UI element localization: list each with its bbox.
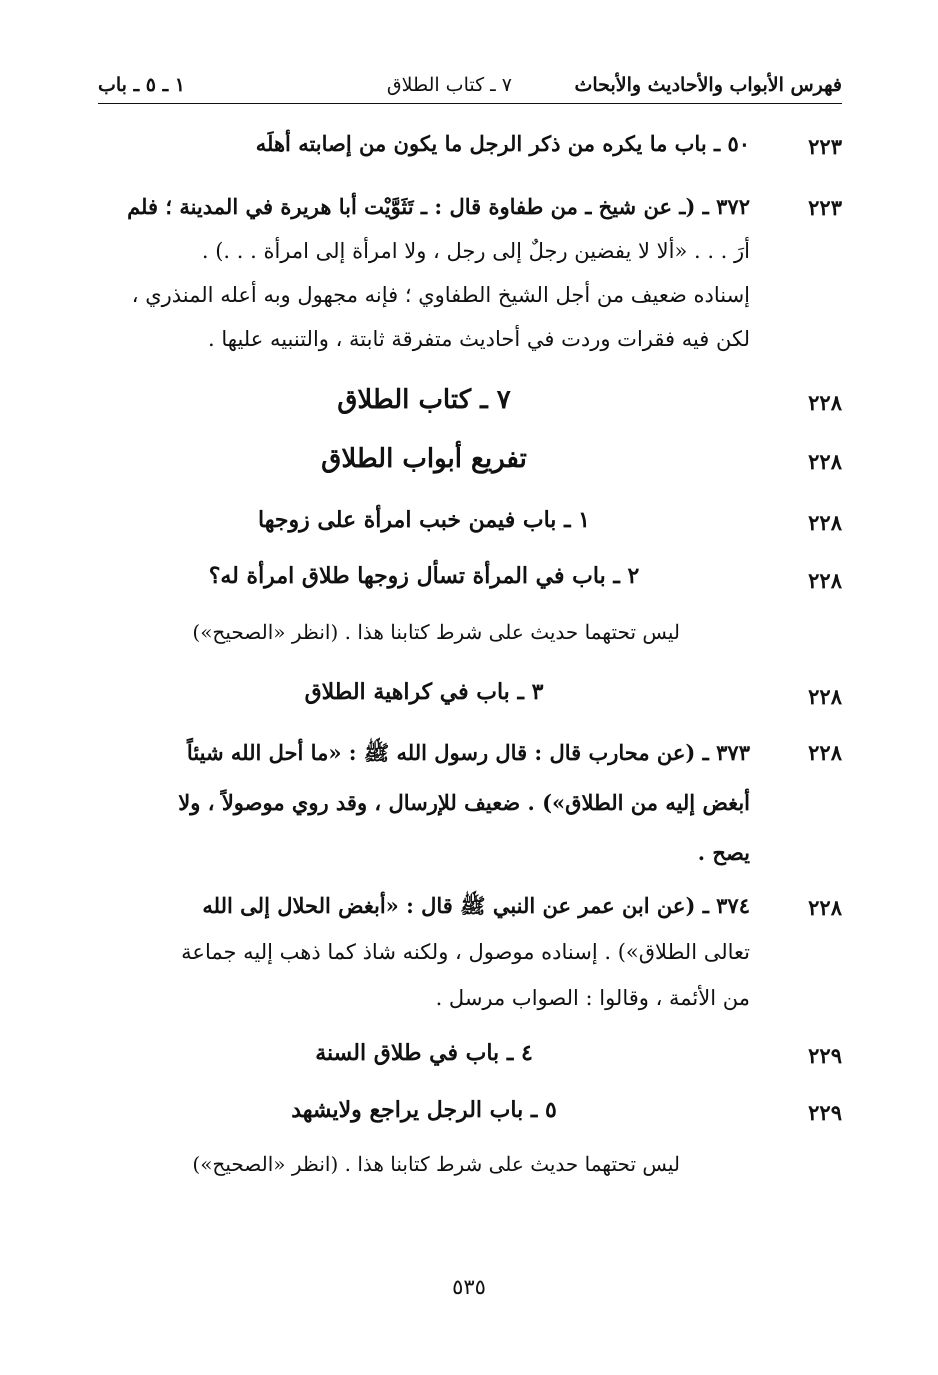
hadith-text [98, 728, 750, 878]
index-entry [98, 672, 842, 716]
chapter-title: ٥ ـ باب الرجل يراجع ولايشهد [291, 1097, 557, 1123]
hadith-line: أبغض إليه من الطلاق») . ضعيف للإرسال ، وقد روي موصولاً ، ولا [178, 790, 750, 815]
page-number: ٥٣٥ [452, 1275, 486, 1299]
section-heading-row [98, 437, 842, 487]
page-ref: ٢٢٨ [808, 510, 842, 535]
chapter-title: ١ ـ باب فيمن خبب امرأة على زوجها [258, 507, 590, 533]
page-ref: ٢٢٨ [808, 684, 842, 709]
hadith-line: من الأئمة ، وقالوا : الصواب مرسل . [435, 986, 750, 1010]
hadith-line: ٣٧٢ ـ (ـ عن شيخ ـ من طفاوة قال : ـ تَثَوَّيْت أبا هريرة في المدينة ؛ فلم [127, 194, 750, 219]
hadith-text [98, 185, 750, 361]
hadith-line: يصح . [697, 840, 750, 865]
running-header [98, 66, 842, 102]
book-heading-row [98, 378, 842, 428]
header-index-title: فهرس الأبواب والأحاديث والأبحاث [574, 74, 842, 96]
hadith-text [98, 883, 750, 1021]
hadith-line: إسناده ضعيف من أجل الشيخ الطفاوي ؛ فإنه مجهول وبه أعله المنذري ، [131, 283, 750, 307]
page-ref: ٢٢٩ [808, 1043, 842, 1068]
page-ref: ٢٢٩ [808, 1100, 842, 1125]
chapter-title: ٣ ـ باب في كراهية الطلاق [304, 679, 544, 705]
chapter-title: ٥٠ ـ باب ما يكره من ذكر الرجل ما يكون من إصابته أهلَه [255, 131, 750, 156]
index-entry [98, 500, 842, 544]
hadith-line: لكن فيه فقرات وردت في أحاديث متفرقة ثابتة ، والتنبيه عليها . [208, 327, 750, 351]
index-entry [98, 1090, 842, 1134]
index-entry [98, 126, 842, 170]
header-book-title: ٧ ـ كتاب الطلاق [386, 74, 512, 96]
editor-note: ليس تحتهما حديث على شرط كتابنا هذا . (انظر «الصحيح») [192, 620, 680, 644]
page-ref: ٢٢٨ [808, 895, 842, 920]
chapter-title: ٢ ـ باب في المرأة تسأل زوجها طلاق امرأة له؟ [208, 563, 640, 589]
hadith-entry [98, 883, 842, 1023]
page-ref: ٢٢٨ [808, 740, 842, 765]
editor-note: ليس تحتهما حديث على شرط كتابنا هذا . (انظر «الصحيح») [192, 1152, 680, 1176]
page-ref: ٢٢٨ [808, 390, 842, 415]
header-chapter-range: ١ ـ ٥ ـ باب [98, 74, 185, 96]
hadith-entry [98, 728, 842, 878]
index-entry [98, 1033, 842, 1077]
page-ref: ٢٢٣ [808, 134, 842, 159]
chapter-title: ٤ ـ باب في طلاق السنة [315, 1040, 533, 1066]
hadith-line: تعالى الطلاق») . إسناده موصول ، ولكنه شاذ كما ذهب إليه جماعة [181, 940, 750, 964]
hadith-line: ٣٧٣ ـ (عن محارب قال : قال رسول الله ﷺ : «ما أحل الله شيئاً [186, 740, 750, 765]
page-ref: ٢٢٣ [808, 195, 842, 220]
page-ref: ٢٢٨ [808, 568, 842, 593]
hadith-line: ٣٧٤ ـ (عن ابن عمر عن النبي ﷺ قال : «أبغض الحلال إلى الله [202, 893, 750, 918]
page-ref: ٢٢٨ [808, 449, 842, 474]
hadith-entry [98, 185, 842, 360]
section-heading: تفريع أبواب الطلاق [321, 444, 527, 474]
book-heading: ٧ ـ كتاب الطلاق [337, 385, 511, 415]
index-entry [98, 556, 842, 600]
hadith-line: أرَ . . . «ألا لا يفضين رجلٌ إلى رجل ، ولا امرأة إلى امرأة . . .) . [201, 239, 750, 263]
header-divider [98, 103, 842, 104]
